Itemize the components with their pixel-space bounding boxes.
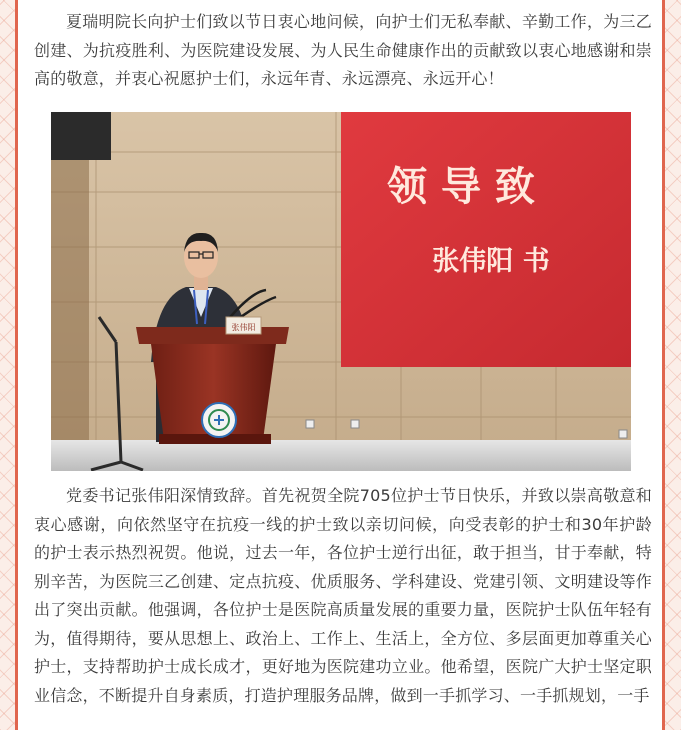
article-paragraph-2: 党委书记张伟阳深情致辞。首先祝贺全院705位护士节日快乐，并致以崇高敬意和衷心感谢，向依然坚守在抗疫一线的护士致以亲切问候，向受表彰的护士和30年护龄的护士表示热烈祝贺。他说，过去一年，各位护士逆行出征，敢于担当，甘于奉献，特别辛苦，为医院三乙创建、定点抗疫、优质服务、学科建设、党建引领、文明建设等作出了突出贡献。他强调，各位护士是医院高质量发展的重要力量，医院护士队伍年轻有为，值得期待，要从思想上、政治上、工作上、生活上，全方位、多层面更加尊重关心护士，支持帮助护士成长成才，更好地为医院建功立业。他希望，医院广大护士坚定职业信念，不断提升自身素质，打造护理服务品牌，做到一手抓学习、一手抓规划，一手 [34,486,652,705]
banner-title: 领 导 致 [387,163,535,210]
banner-name: 张伟阳 书 [432,246,550,277]
stage-floor [51,440,631,471]
red-banner-screen [341,112,631,367]
event-photo [51,112,631,471]
article-card [15,0,665,730]
speaker-box [51,112,111,160]
article-paragraph-1: 夏瑞明院长向护士们致以节日衷心地问候，向护士们无私奉献、辛勤工作，为三乙创建、为抗疫胜利、为医院建设发展、为人民生命健康作出的贡献致以衷心地感谢和崇高的敬意，并衷心祝愿护士们，永远年青、永远漂亮、永远开心！ [34,12,652,88]
podium-nameplate: 张伟阳 [231,323,256,332]
